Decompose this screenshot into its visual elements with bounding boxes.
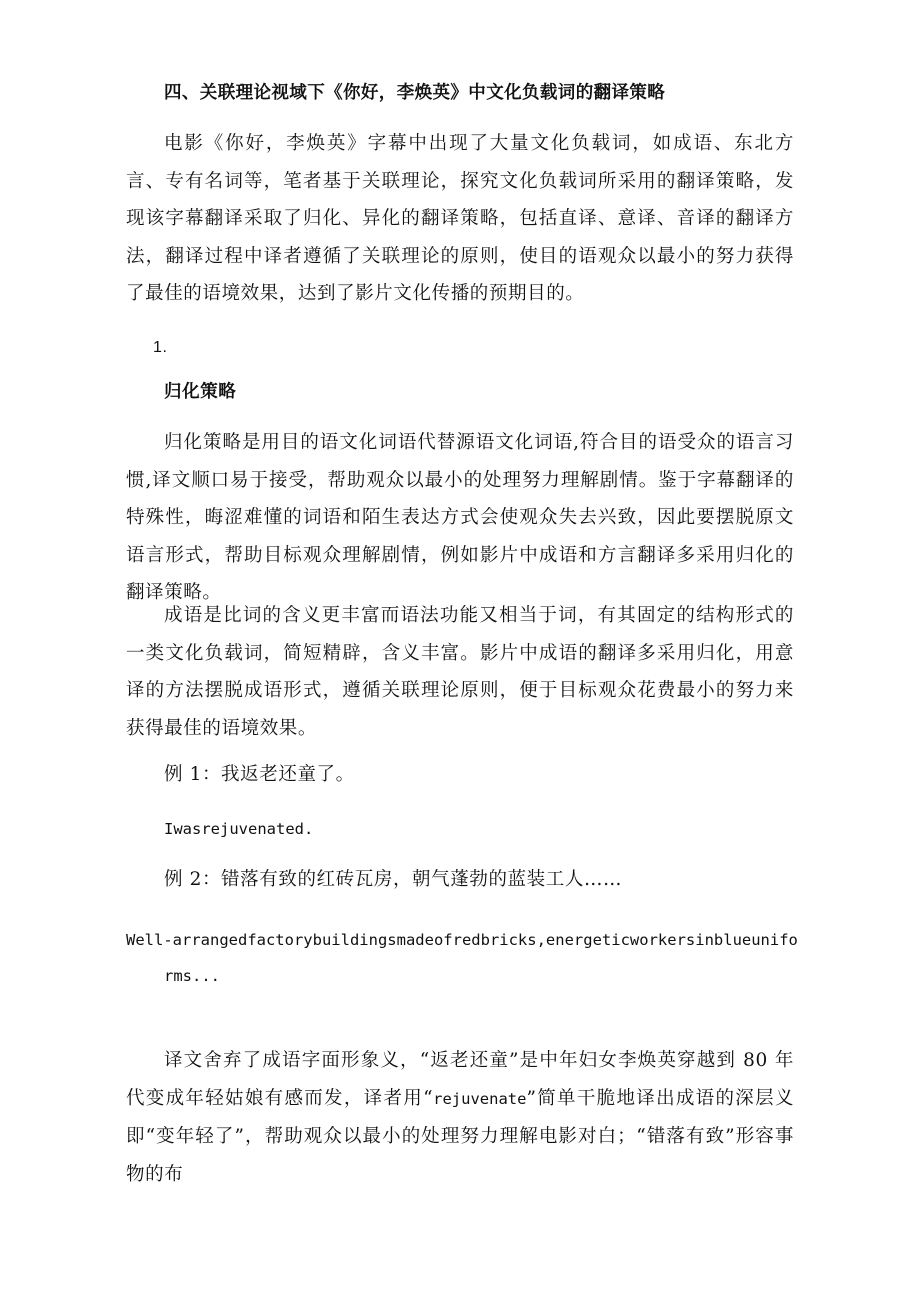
example-2-english: Well-arrangedfactorybuildingsmadeofredbricks,energeticworkersinblueuniforms... (126, 931, 798, 985)
intro-paragraph: 电影《你好，李焕英》字幕中出现了大量文化负载词，如成语、东北方言、专有名词等，笔者基于关联理论，探究文化负载词所采用的翻译策略，发现该字幕翻译采取了归化、异化的翻译策略，包括直译、意译、音译的翻译方法，翻译过程中译者遵循了关联理论的原则，使目的语观众以最小的努力获得了最佳的语境效果，达到了影片文化传播的预期目的。 (126, 133, 794, 304)
example-1-english: Iwasrejuvenated. (164, 820, 314, 838)
analysis-paragraph (126, 1042, 794, 1193)
analysis-text-part-2: ”简单干脆地译出成语的深层义即“变年轻了”，帮助观众以最小的处理努力理解电影对白；“错落有致”形容事物的布 (126, 1087, 794, 1185)
analysis-text-part-1: 译文舍弃了成语字面形象义，“返老还童”是中年妇女李焕英穿越到 80 年代变成年轻姑娘有感而发，译者用“ (126, 1050, 794, 1109)
paragraph-domestication: 归化策略是用目的语文化词语代替源语文化词语,符合目的语受众的语言习惯,译文顺口易于接受，帮助观众以最小的处理努力理解剧情。鉴于字幕翻译的特殊性，晦涩难懂的词语和陌生表达方式会使观众失去兴致，因此要摆脱原文语言形式，帮助目标观众理解剧情，例如影片中成语和方言翻译多采用归化的翻译策略。 (126, 432, 794, 603)
paragraph-idioms: 成语是比词的含义更丰富而语法功能又相当于词，有其固定的结构形式的一类文化负载词，简短精辟，含义丰富。影片中成语的翻译多采用归化，用意译的方法摆脱成语形式，遵循关联理论原则，便于目标观众花费最小的努力来获得最佳的语境效果。 (126, 605, 794, 739)
example-1-chinese: 例 1：我返老还童了。 (164, 764, 355, 785)
analysis-term: rejuvenate (433, 1089, 527, 1108)
list-number: 1. (153, 339, 168, 356)
section-heading: 四、关联理论视域下《你好，李焕英》中文化负载词的翻译策略 (164, 83, 666, 103)
subsection-heading: 归化策略 (164, 382, 237, 402)
example-2-chinese: 例 2：错落有致的红砖瓦房，朝气蓬勃的蓝装工人…… (164, 869, 623, 890)
